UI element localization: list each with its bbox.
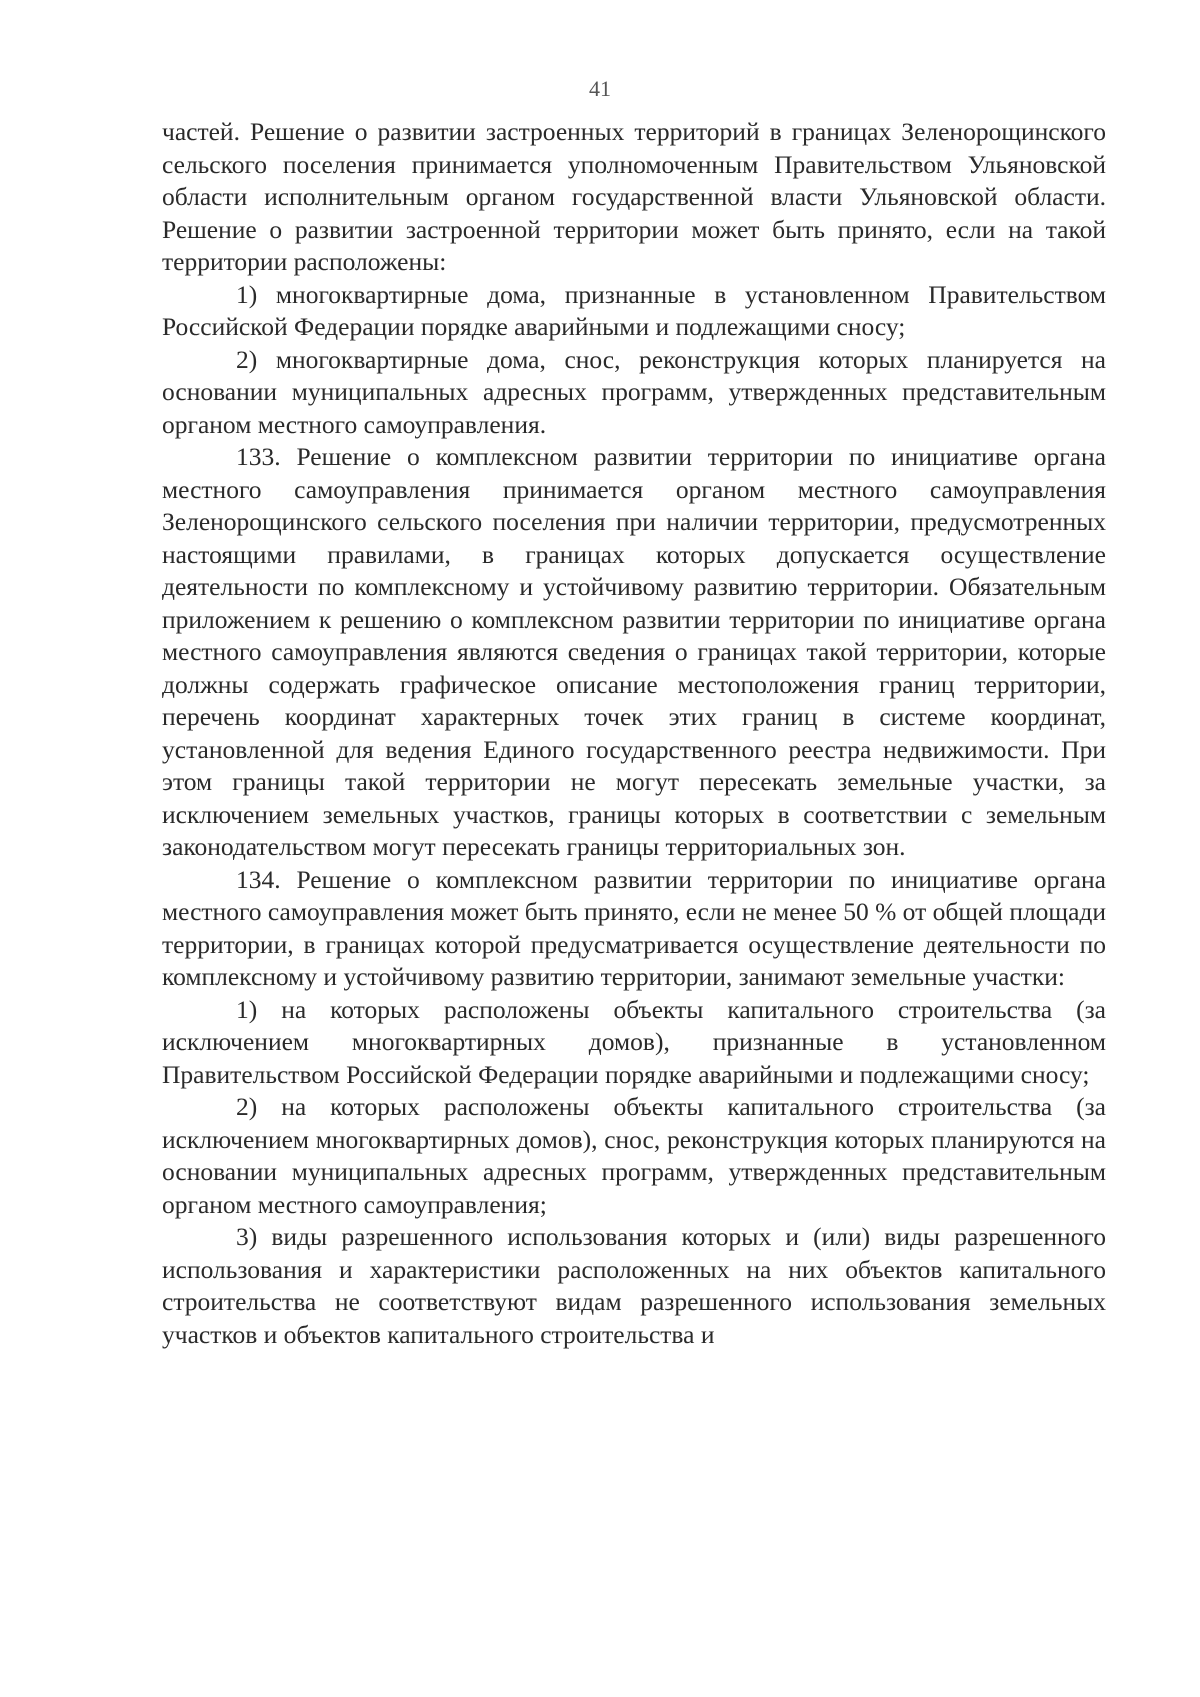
list-item-2: 2) многоквартирные дома, снос, реконструкция которых планируется на основании муниципальных адресных программ, утвержденных представительным органом местного самоуправления.	[162, 344, 1106, 439]
document-body	[162, 116, 1106, 1351]
paragraph-continuation: частей. Решение о развитии застроенных территорий в границах Зеленорощинского сельского поселения принимается уполномоченным Правительством Ульяновской области исполнительным органом государственной власти Ульяновской области. Решение о развитии застроенной территории может быть принято, если на такой территории расположены:	[162, 117, 1106, 276]
clause-134: 134. Решение о комплексном развитии территории по инициативе органа местного самоуправления может быть принято, если не менее 50 % от общей площади территории, в границах которой предусматривается осуществление деятельности по комплексному и устойчивому развитию территории, занимают земельные участки:	[162, 864, 1107, 991]
clause-134-item-2: 2) на которых расположены объекты капитального строительства (за исключением многоквартирных домов), снос, реконструкция которых планируются на основании муниципальных адресных программ, утвержденных представительным органом местного самоуправления;	[162, 1092, 1106, 1219]
clause-133: 133. Решение о комплексном развитии территории по инициативе органа местного самоуправления принимается органом местного самоуправления Зеленорощинского сельского поселения при наличии территории, предусмотренных настоящими правилами, в границах которых допускается осуществление деятельности по комплексному и устойчивому развитию территории. Обязательным приложением к решению о комплексном развитии территории по инициативе органа местного самоуправления являются сведения о границах такой территории, которые должны содержать графическое описание местоположения границ территории, перечень координат характерных точек этих границ в системе координат, установленной для ведения Единого государственного реестра недвижимости. При этом границы такой территории не могут пересекать земельные участки, за исключением земельных участков, границы которых в соответствии с земельным законодательством могут пересекать границы территориальных зон.	[162, 442, 1106, 861]
page-number: 41	[589, 76, 611, 101]
clause-134-item-1: 1) на которых расположены объекты капитального строительства (за исключением многоквартирных домов), признанные в установленном Правительством Российской Федерации порядке аварийными и подлежащими сносу;	[162, 994, 1106, 1089]
list-item-1: 1) многоквартирные дома, признанные в установленном Правительством Российской Федерации порядке аварийными и подлежащими сносу;	[162, 279, 1106, 341]
clause-134-item-3: 3) виды разрешенного использования которых и (или) виды разрешенного использования и характеристики расположенных на них объектов капитального строительства не соответствуют видам разрешенного использования земельных участков и объектов капитального строительства и	[162, 1222, 1106, 1349]
